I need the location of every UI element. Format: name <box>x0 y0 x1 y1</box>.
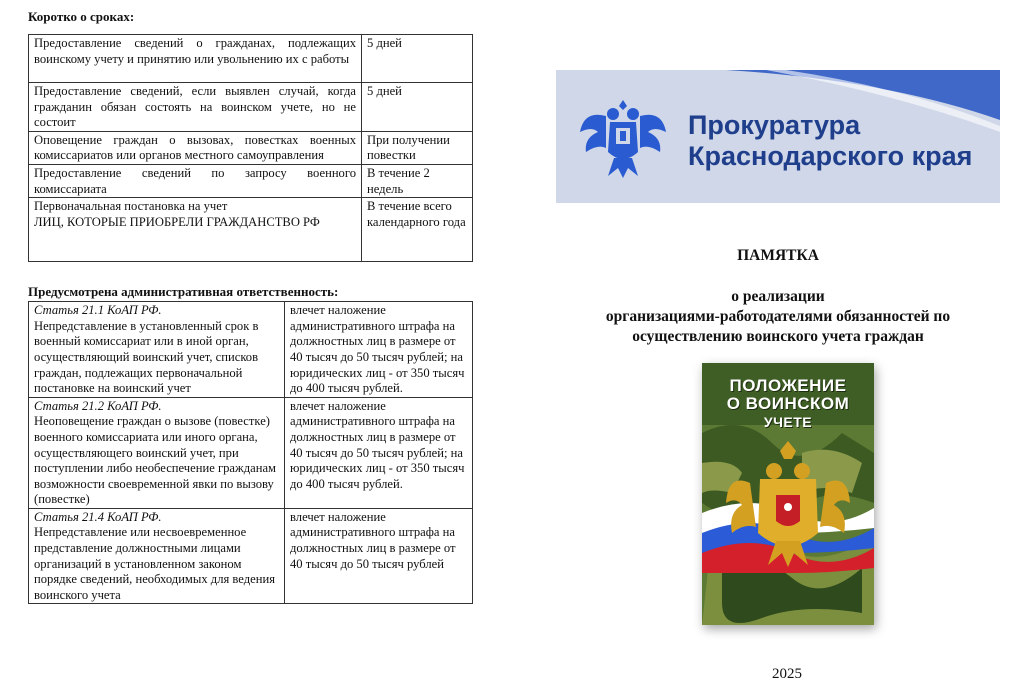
liability-desc-cell <box>29 302 285 398</box>
prosecutor-banner <box>556 70 1000 203</box>
deadline-term: 5 дней <box>362 35 473 83</box>
publication-year: 2025 <box>772 666 802 682</box>
article-desc: Непредставление или несвоевременное представление должностными лицами организаций в установленном законом порядке сведений, необходимых для ведения воинского учета <box>34 525 276 602</box>
memo-title: ПАМЯТКА <box>737 247 819 264</box>
article-label: Статья 21.1 КоАП РФ. <box>34 303 162 318</box>
left-panel <box>28 8 473 604</box>
memo-subtitle <box>556 287 1000 347</box>
penalty-text: влечет наложение административного штрафа на должностных лиц в размере от 40 тысяч до 50 тысяч рублей; на юридических лиц - от 350 тысяч до 400 тысяч рублей. <box>285 397 473 508</box>
deadline-term: В течение всего календарного года <box>362 198 473 262</box>
penalty-text: влечет наложение административного штрафа на должностных лиц в размере от 40 тысяч до 50 тысяч рублей; на юридических лиц - от 350 тысяч до 400 тысяч рублей. <box>285 302 473 398</box>
double-headed-eagle-emblem-icon <box>576 92 671 182</box>
book-title-line-1: ПОЛОЖЕНИЕ <box>729 376 847 395</box>
book-cover-image <box>702 363 874 625</box>
memo-sub-line-2: организациями-работодателями обязанностей по <box>605 308 951 325</box>
table-row <box>29 508 473 604</box>
deadline-desc: Первоначальная постановка на учет <box>34 199 228 214</box>
banner-line-2: Краснодарского края <box>688 141 973 171</box>
article-desc: Неоповещение граждан о вызове (повестке) военного комиссариата или иного органа, осуществляющего воинский учет, при поступлении либо необеспечение гражданам возможности своевременной явки по вызову (повестке) <box>34 414 276 507</box>
deadline-term: При получении повестки <box>362 131 473 164</box>
liability-desc-cell <box>29 508 285 604</box>
article-label: Статья 21.2 КоАП РФ. <box>34 398 162 413</box>
banner-text <box>688 110 972 172</box>
table-row <box>29 302 473 398</box>
book-title-line-2: О ВОИНСКОМ <box>726 394 850 413</box>
penalty-text: влечет наложение административного штрафа на должностных лиц в размере от 40 тысяч до 50 тысяч рублей <box>285 508 473 604</box>
book-title <box>702 377 874 431</box>
banner-line-1: Прокуратура <box>688 110 861 140</box>
memo-sub-line-3: осуществлению воинского учета граждан <box>632 328 924 345</box>
memo-sub-line-1: о реализации <box>731 288 825 305</box>
deadlines-table <box>28 34 473 262</box>
deadline-desc: Предоставление сведений о гражданах, подлежащих воинскому учету и принятию или увольнению их с работы <box>29 35 362 83</box>
deadline-desc: Оповещение граждан о вызовах, повестках военных комиссариатов или органов местного самоуправления <box>29 131 362 164</box>
deadline-term: 5 дней <box>362 83 473 132</box>
right-panel <box>556 70 1000 430</box>
article-label: Статья 21.4 КоАП РФ. <box>34 509 162 524</box>
liability-desc-cell <box>29 397 285 508</box>
book-title-line-3: УЧЕТЕ <box>763 414 813 430</box>
deadline-desc: Предоставление сведений по запросу военного комиссариата <box>29 164 362 197</box>
deadlines-title: Коротко о сроках: <box>28 9 135 24</box>
table-row <box>29 35 473 83</box>
deadline-desc-cell <box>29 198 362 262</box>
table-row <box>29 83 473 132</box>
table-row <box>29 131 473 164</box>
table-row <box>29 397 473 508</box>
deadline-desc: Предоставление сведений, если выявлен случай, когда гражданин обязан состоять на воинском учете, но не состоит <box>29 83 362 132</box>
table-row <box>29 198 473 262</box>
table-row <box>29 164 473 197</box>
deadline-desc-upper: ЛИЦ, КОТОРЫЕ ПРИОБРЕЛИ ГРАЖДАНСТВО РФ <box>34 214 320 229</box>
liability-title: Предусмотрена административная ответственность: <box>28 284 339 300</box>
deadline-term: В течение 2 недель <box>362 164 473 197</box>
liability-table <box>28 301 473 604</box>
article-desc: Непредставление в установленный срок в военный комиссариат или в иной орган, осуществляющий воинский учет, списков граждан, подлежащих первоначальной постановке на воинский учет <box>34 318 259 396</box>
